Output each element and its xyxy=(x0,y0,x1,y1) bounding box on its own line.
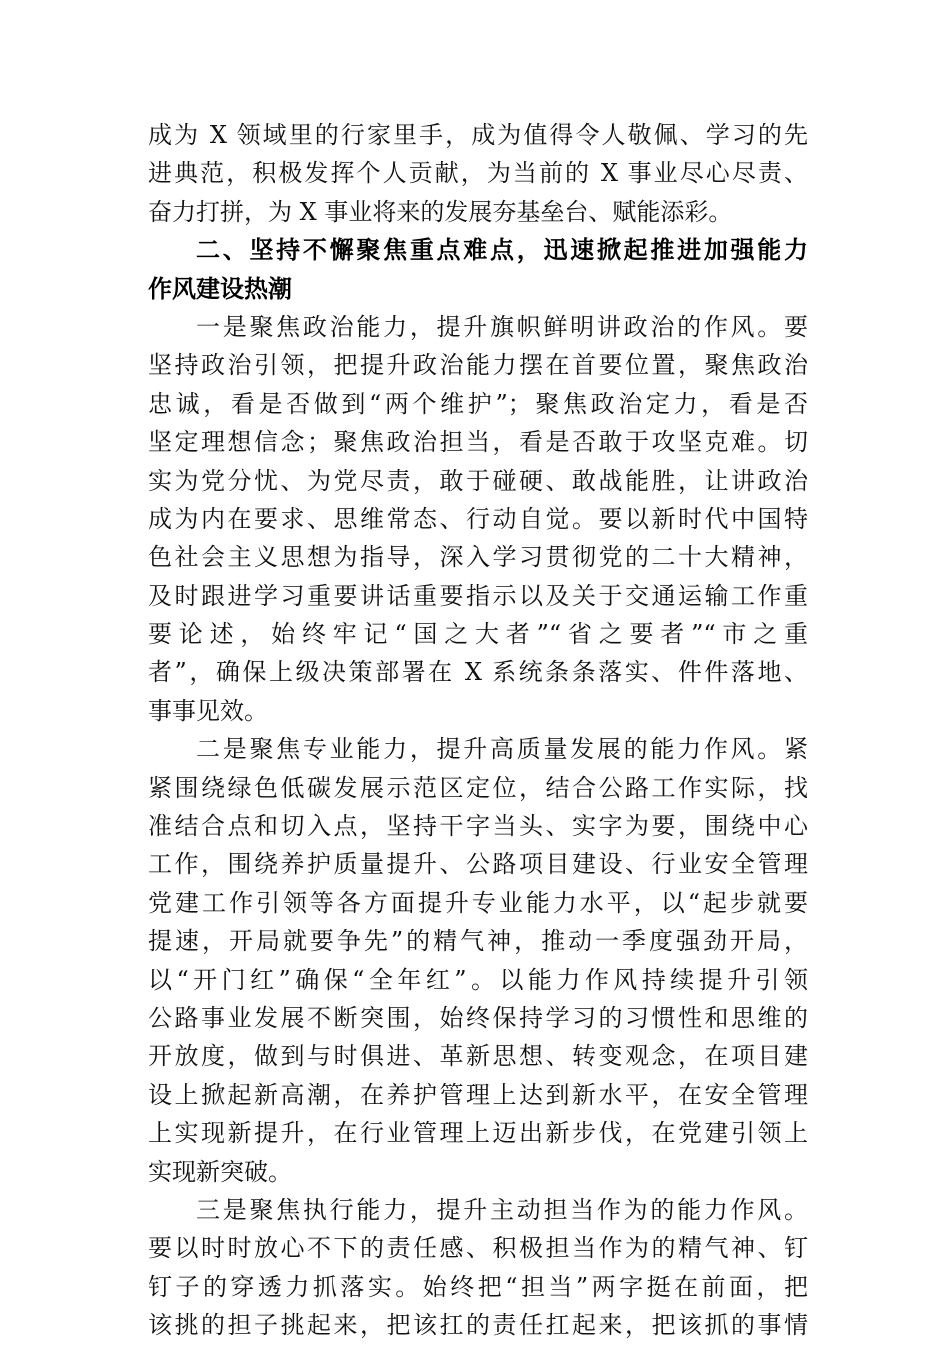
text-line: 钉子的穿透力抓落实。始终把“担当”两字挺在前面，把 xyxy=(148,1272,808,1301)
text-line: 忠诚，看是否做到“两个维护”；聚焦政治定力，看是否 xyxy=(148,389,808,418)
text-line: 公路事业发展不断突围，始终保持学习的习惯性和思维的 xyxy=(148,1003,808,1032)
section-heading xyxy=(148,231,808,308)
text-line: 工作，围绕养护质量提升、公路项目建设、行业安全管理 xyxy=(148,850,808,879)
text-line: 成为 X 领域里的行家里手，成为值得令人敬佩、学习的先 xyxy=(148,121,808,149)
text-line: 实现新突破。 xyxy=(148,1157,292,1186)
text-line: 要以时时放心不下的责任感、积极担当作为的精气神、钉 xyxy=(148,1234,808,1263)
text-line: 提速，开局就要争先”的精气神，推动一季度强劲开局， xyxy=(148,927,808,956)
document-body xyxy=(148,116,808,1345)
text-line: 进典范，积极发挥个人贡献，为当前的 X 事业尽心尽责、 xyxy=(148,159,808,188)
text-line: 党建工作引领等各方面提升专业能力水平，以“起步就要 xyxy=(148,888,808,917)
text-line: 二是聚焦专业能力，提升高质量发展的能力作风。紧 xyxy=(196,735,808,764)
text-line: 奋力打拼，为 X 事业将来的发展夯基垒台、赋能添彩。 xyxy=(148,197,733,226)
text-line: 上实现新提升，在行业管理上迈出新步伐，在党建引领上 xyxy=(148,1119,808,1148)
text-line: 色社会主义思想为指导，深入学习贯彻党的二十大精神， xyxy=(148,543,808,572)
text-line: 及时跟进学习重要讲话重要指示以及关于交通运输工作重 xyxy=(148,581,808,610)
text-line: 成为内在要求、思维常态、行动自觉。要以新时代中国特 xyxy=(148,504,808,533)
paragraph-execution-ability xyxy=(148,1191,808,1345)
paragraph-intro-continuation xyxy=(148,116,808,231)
text-line: 坚定理想信念；聚焦政治担当，看是否敢于攻坚克难。切 xyxy=(148,428,808,457)
heading-line: 作风建设热潮 xyxy=(148,274,292,303)
text-line: 要论述，始终牢记“国之大者”“省之要者”“市之重 xyxy=(148,620,808,649)
text-line: 开放度，做到与时俱进、革新思想、转变观念，在项目建 xyxy=(148,1042,808,1071)
text-line: 事事见效。 xyxy=(148,696,268,725)
text-line: 者”，确保上级决策部署在 X 系统条条落实、件件落地、 xyxy=(148,658,808,687)
text-line: 坚持政治引领，把提升政治能力摆在首要位置，聚焦政治 xyxy=(148,351,808,380)
text-line: 该挑的担子挑起来，把该扛的责任扛起来，把该抓的事情 xyxy=(148,1311,808,1340)
paragraph-professional-ability xyxy=(148,730,808,1191)
text-line: 准结合点和切入点，坚持干字当头、实字为要，围绕中心 xyxy=(148,812,808,841)
text-line: 紧围绕绿色低碳发展示范区定位，结合公路工作实际，找 xyxy=(148,773,808,802)
text-line: 设上掀起新高潮，在养护管理上达到新水平，在安全管理 xyxy=(148,1080,808,1109)
text-line: 一是聚焦政治能力，提升旗帜鲜明讲政治的作风。要 xyxy=(196,312,808,341)
text-line: 三是聚焦执行能力，提升主动担当作为的能力作风。 xyxy=(196,1195,808,1224)
text-line: 以“开门红”确保“全年红”。以能力作风持续提升引领 xyxy=(148,965,808,994)
heading-line: 二、坚持不懈聚焦重点难点，迅速掀起推进加强能力 xyxy=(196,236,808,265)
text-line: 实为党分忧、为党尽责，敢于碰硬、敢战能胜，让讲政治 xyxy=(148,466,808,495)
paragraph-political-ability xyxy=(148,308,808,730)
